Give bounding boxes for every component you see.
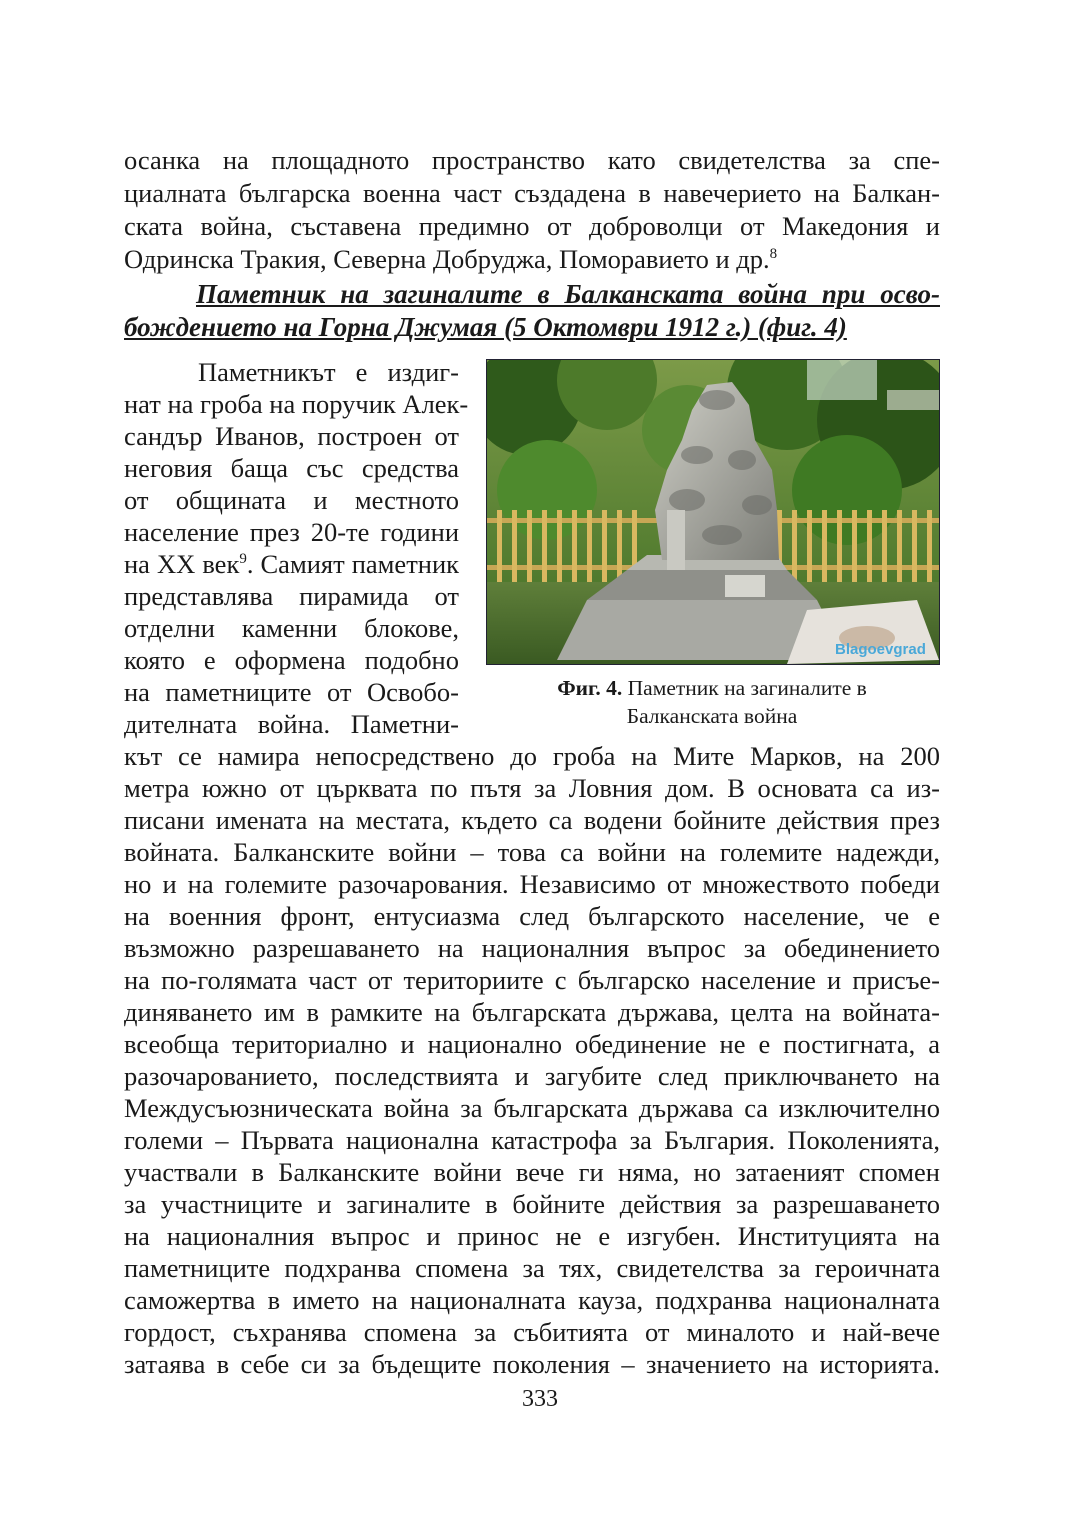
body-line-20: затаява в себе си за бъдещите поколения – значението на историята. — [124, 1349, 940, 1379]
wrap-line-4: неговия баща със средства — [124, 453, 459, 483]
body-line-7: възможно разрешаването на националния въпрос за обединението — [124, 933, 940, 963]
figure-caption-text: Паметник на загиналите в — [627, 676, 867, 700]
monument-photo-illustration — [487, 360, 939, 664]
wrap-line-11: на паметниците от Освобо- — [124, 677, 459, 707]
body-line-15: за участниците и загиналите в бойните действия за разрешаването — [124, 1189, 940, 1219]
wrap-line-6: население през 20-те години — [124, 517, 459, 547]
wrap-line-7a: на XX век — [124, 549, 240, 579]
body-line-9: диняването им в рамките на българската държава, целта на войната- — [124, 997, 940, 1027]
figure-caption-line-2: Балканската война — [626, 704, 798, 728]
intro-line-2: циалната българска военна част създадена в навечерието на Балкан- — [124, 178, 940, 208]
body-line-10: всеобща териториално и национално обединение не е постигната, а — [124, 1029, 940, 1059]
body-line-4: войната. Балканските войни – това са войни на големите надежди, — [124, 837, 940, 867]
wrap-line-7b: . Самият паметник — [246, 549, 460, 579]
body-line-1: кът се намира непосредствено до гроба на Мите Марков, на 200 — [124, 741, 940, 771]
wrap-line-2: нат на гроба на поручик Алек- — [124, 389, 469, 419]
body-line-3: писани имената на местата, където са водени бойните действия през — [124, 805, 940, 835]
intro-line-4-text: Одринска Тракия, Северна Добруджа, Поморавието и др. — [124, 244, 770, 274]
wrap-line-7 — [124, 549, 459, 580]
body-line-18: саможертва в името на националната кауза, подхранва националната — [124, 1285, 940, 1315]
intro-line-3: ската война, съставена предимно от доброволци от Македония и — [124, 211, 940, 241]
body-line-11: разочарованието, последствията и загубите след приключването на — [124, 1061, 940, 1091]
section-heading-line-1: Паметник на загиналите в Балканската война при осво- — [196, 279, 940, 309]
wrap-line-1: Паметникът е издиг- — [198, 357, 459, 387]
page-number: 333 — [522, 1386, 558, 1412]
body-line-12: Междусъюзническата война за българската държава са изключително — [124, 1093, 940, 1123]
figure-monument-photo — [486, 359, 940, 665]
body-line-13: големи – Първата национална катастрофа за България. Поколенията, — [124, 1125, 940, 1155]
wrap-line-5: от общината и местното — [124, 485, 459, 515]
body-line-5: но и на големите разочарования. Независимо от множеството победи — [124, 869, 940, 899]
body-line-2: метра южно от църквата по пътя за Ловния дом. В основата са из- — [124, 773, 940, 803]
section-heading-line-2: бождението на Горна Джумая (5 Октомври 1912 г.) (фиг. 4) — [124, 312, 847, 342]
intro-line-1: осанка на площадното пространство като свидетелства за спе- — [124, 145, 940, 175]
wrap-line-10: която е оформена подобно — [124, 645, 459, 675]
intro-line-4 — [124, 244, 940, 275]
body-line-17: паметниците подхранва спомена за тях, свидетелства за героичната — [124, 1253, 940, 1283]
footnote-ref-9: 9 — [239, 551, 247, 568]
body-line-8: на по-голямата част от териториите с българско население и присъе- — [124, 965, 940, 995]
figure-caption-line-1 — [486, 674, 938, 702]
wrap-line-3: сандър Иванов, построен от — [124, 421, 459, 451]
wrap-line-9: отделни каменни блокове, — [124, 613, 459, 643]
figure-caption-label: Фиг. 4. — [557, 676, 623, 700]
body-line-6: на военния фронт, ентусиазма след българското население, че е — [124, 901, 940, 931]
footnote-ref-8: 8 — [769, 246, 778, 263]
wrap-line-12: дителната война. Паметни- — [124, 709, 459, 739]
body-line-14: участвали в Балканските войни вече ги няма, но затаеният спомен — [124, 1157, 940, 1187]
body-line-19: гордост, съхранява спомена за събитията от миналото и най-вече — [124, 1317, 940, 1347]
watermark-text: Blagoevgrad — [835, 641, 926, 658]
body-line-16: на националния въпрос и принос не е изгубен. Институцията на — [124, 1221, 940, 1251]
wrap-line-8: представлява пирамида от — [124, 581, 459, 611]
